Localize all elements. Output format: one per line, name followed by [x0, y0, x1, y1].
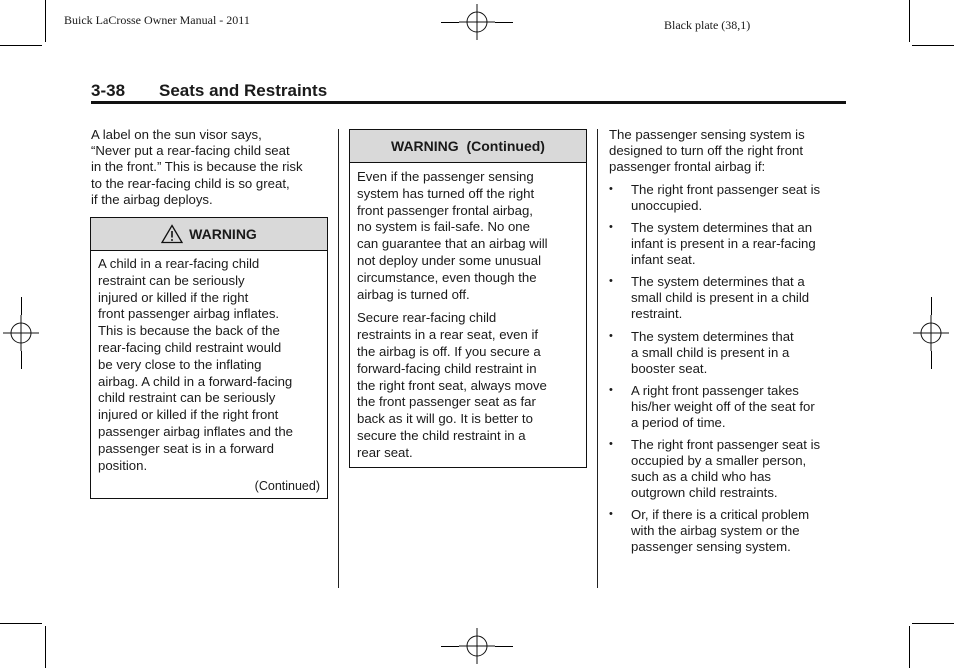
bullet-icon: •: [609, 275, 613, 288]
warning-box: [90, 217, 328, 499]
text-line: restraints in a rear seat, even if: [357, 327, 539, 343]
registration-line-left-bottom: [21, 351, 22, 369]
warning-title: WARNING: [189, 226, 257, 242]
continued-label: (Continued): [254, 479, 320, 494]
text-line: airbag. A child in a forward-facing: [98, 373, 293, 389]
text-line: child restraint can be seriously: [98, 390, 276, 406]
text-line: passenger seat is in a forward: [98, 440, 274, 456]
header-manual-title: Buick LaCrosse Owner Manual - 2011: [64, 13, 250, 27]
text-line: outgrown child restraints.: [631, 484, 778, 500]
bullet-icon: •: [609, 221, 613, 234]
crop-mark-top-left-v: [45, 0, 46, 42]
bullet-icon: •: [609, 508, 613, 521]
sensing-conditions-list: [609, 182, 849, 561]
list-item: [609, 329, 849, 377]
list-item: [609, 383, 849, 431]
list-item: [609, 220, 849, 268]
text-line: The passenger sensing system is: [609, 127, 805, 142]
list-item: [609, 437, 849, 501]
text-line: forward-facing child restraint in: [357, 360, 537, 376]
text-line: a small child is present in a: [631, 344, 790, 360]
text-line: infant is present in a rear-facing: [631, 236, 816, 252]
crop-mark-top-left-h: [0, 45, 42, 46]
crop-mark-top-right-h: [912, 45, 954, 46]
bullet-icon: •: [609, 383, 613, 396]
warning-continued-title: WARNING (Continued): [391, 138, 545, 154]
text-line: Even if the passenger sensing: [357, 169, 534, 184]
text-line: occupied by a smaller person,: [631, 452, 807, 468]
text-line: passenger sensing system.: [631, 539, 791, 555]
text-line: The right front passenger seat is: [631, 436, 821, 452]
text-line: to the rear-facing child is so great,: [91, 175, 290, 191]
text-line: can guarantee that an airbag will: [357, 236, 548, 252]
registration-line-right-bottom: [931, 351, 932, 369]
list-item: [609, 507, 849, 555]
text-line: passenger frontal airbag if:: [609, 159, 766, 175]
text-line: if the airbag deploys.: [91, 191, 213, 207]
text-line: the airbag is off. If you secure a: [357, 343, 541, 359]
text-line: rear-facing child restraint would: [98, 339, 282, 355]
column-divider-1: [338, 129, 339, 588]
text-line: not deploy under some unusual: [357, 252, 542, 268]
bullet-icon: •: [609, 329, 613, 342]
text-line: restraint.: [631, 306, 683, 322]
text-line: no system is fail-safe. No one: [357, 219, 530, 235]
text-line: injured or killed if the right front: [98, 407, 279, 423]
text-line: with the airbag system or the: [631, 523, 800, 539]
registration-mark-top-icon: [459, 4, 495, 40]
registration-mark-left-icon: [3, 315, 39, 351]
warning-body: [91, 251, 327, 495]
section-heading: [91, 81, 846, 104]
intro-paragraph: [91, 127, 333, 208]
text-line: restraint can be seriously: [98, 272, 245, 288]
text-line: rear seat.: [357, 444, 413, 460]
text-line: his/her weight off of the seat for: [631, 398, 815, 414]
text-line: The right front passenger seat is: [631, 182, 821, 197]
page-number: 3-38: [91, 81, 126, 100]
text-line: secure the child restraint in a: [357, 427, 526, 443]
text-line: a period of time.: [631, 414, 726, 430]
text-line: The system determines that: [631, 328, 794, 344]
text-line: position.: [98, 457, 148, 473]
text-line: This is because the back of the: [98, 323, 280, 339]
warning-continued-header: [350, 130, 586, 163]
text-line: infant seat.: [631, 252, 696, 268]
text-line: be very close to the inflating: [98, 356, 262, 372]
text-line: front passenger frontal airbag,: [357, 202, 533, 218]
crop-mark-bottom-left-v: [45, 626, 46, 668]
text-line: the right front seat, always move: [357, 377, 547, 393]
registration-line-bottom-right: [495, 646, 513, 647]
registration-line-top-right: [495, 22, 513, 23]
text-line: unoccupied.: [631, 198, 703, 213]
header-plate-info: Black plate (38,1): [664, 18, 751, 32]
text-line: A right front passenger takes: [631, 382, 799, 398]
text-line: airbag is turned off.: [357, 286, 470, 302]
warning-continued-body: [350, 163, 586, 462]
crop-mark-bottom-left-h: [0, 623, 42, 624]
text-line: The system determines that an: [631, 220, 813, 236]
text-line: injured or killed if the right: [98, 289, 249, 305]
text-line: in the front.” This is because the risk: [91, 159, 303, 175]
bullet-icon: •: [609, 183, 613, 195]
text-line: back as it will go. It is better to: [357, 411, 533, 427]
registration-line-right-top: [931, 297, 932, 315]
text-line: passenger airbag inflates and the: [98, 423, 294, 439]
text-line: designed to turn off the right front: [609, 143, 804, 159]
section-title: Seats and Restraints: [159, 81, 328, 100]
text-line: system has turned off the right: [357, 185, 535, 201]
column-divider-2: [597, 129, 598, 588]
crop-mark-bottom-right-v: [909, 626, 910, 668]
list-item: [609, 182, 849, 214]
registration-line-top-left: [441, 22, 459, 23]
registration-mark-right-icon: [913, 315, 949, 351]
list-item: [609, 274, 849, 322]
sensing-intro-paragraph: [609, 127, 849, 176]
warning-continued-box: [349, 129, 587, 468]
registration-mark-bottom-icon: [459, 628, 495, 664]
registration-line-left-top: [21, 297, 22, 315]
text-line: A child in a rear-facing child: [98, 256, 260, 271]
text-line: Or, if there is a critical problem: [631, 507, 810, 523]
text-line: A label on the sun visor says,: [91, 127, 262, 142]
text-line: circumstance, even though the: [357, 269, 537, 285]
text-line: such as a child who has: [631, 468, 772, 484]
text-line: The system determines that a: [631, 274, 805, 290]
warning-header: [91, 218, 327, 251]
text-line: “Never put a rear-facing child seat: [91, 143, 290, 159]
registration-line-bottom-left: [441, 646, 459, 647]
text-line: the front passenger seat as far: [357, 394, 536, 410]
text-line: Secure rear-facing child: [357, 310, 497, 326]
bullet-icon: •: [609, 437, 613, 450]
text-line: front passenger airbag inflates.: [98, 306, 280, 322]
text-line: small child is present in a child: [631, 290, 810, 306]
warning-triangle-icon: [161, 224, 183, 244]
text-line: booster seat.: [631, 360, 708, 376]
crop-mark-top-right-v: [909, 0, 910, 42]
crop-mark-bottom-right-h: [912, 623, 954, 624]
